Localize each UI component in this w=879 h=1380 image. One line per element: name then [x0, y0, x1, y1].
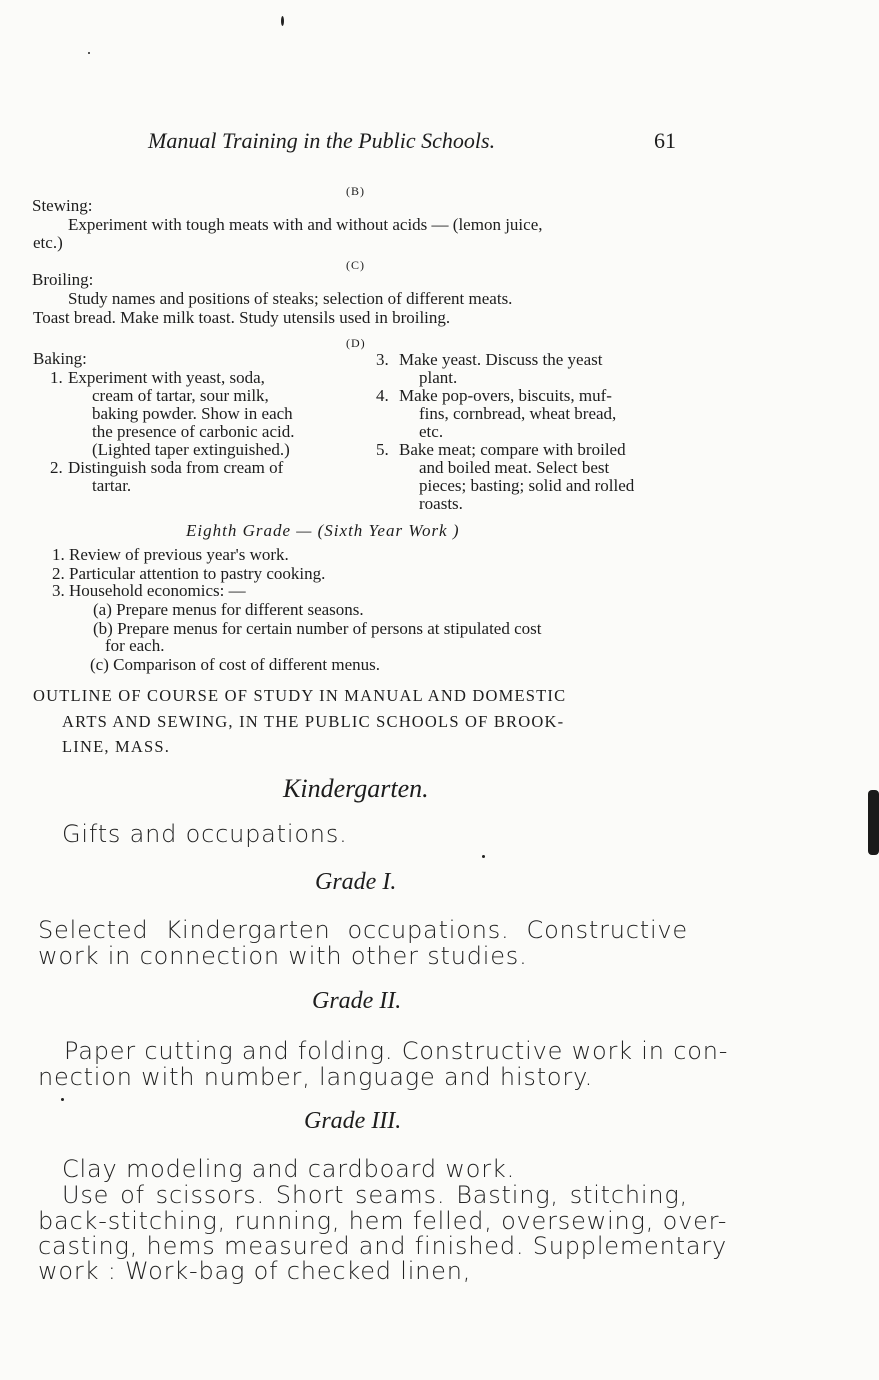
grade-3-line-5: work : Work-bag of checked linen,	[38, 1257, 472, 1285]
eighth-grade-item: 3. Household economics: —	[52, 581, 246, 600]
broiling-line-2: Toast bread. Make milk toast. Study utensils used in broiling.	[33, 308, 451, 327]
page-number: 61	[654, 128, 676, 153]
outline-line-1: OUTLINE OF COURSE OF STUDY IN MANUAL AND DOMESTIC	[33, 686, 567, 705]
baking-item-5-line: pieces; basting; solid and rolled	[419, 476, 635, 495]
baking-heading: Baking:	[33, 349, 87, 368]
grade-3-line-4: casting, hems measured and finished. Supplementary	[38, 1232, 728, 1260]
baking-item-1-line: cream of tartar, sour milk,	[92, 386, 269, 405]
section-marker-d: (D)	[346, 336, 366, 350]
broiling-heading: Broiling:	[32, 270, 94, 289]
baking-item-5-line: and boiled meat. Select best	[419, 458, 610, 477]
section-marker-c: (C)	[346, 258, 365, 272]
stewing-line-1: Experiment with tough meats with and without acids — (lemon juice,	[68, 215, 543, 234]
grade-3-heading: Grade III.	[304, 1108, 402, 1134]
baking-item-1-line: (Lighted taper extinguished.)	[92, 440, 290, 459]
eighth-grade-item: 2. Particular attention to pastry cooking.	[52, 564, 326, 583]
baking-item-4-line: Make pop-overs, biscuits, muf-	[399, 386, 612, 405]
ink-speck	[482, 855, 485, 858]
margin-ink-mark	[868, 790, 879, 855]
stewing-line-2: etc.)	[33, 233, 63, 252]
kindergarten-heading: Kindergarten.	[283, 774, 429, 803]
outline-line-3: LINE, MASS.	[62, 737, 171, 756]
baking-item-4-number: 4.	[376, 386, 389, 405]
eighth-grade-sub-item: (c) Comparison of cost of different menus.	[90, 655, 381, 674]
grade-2-heading: Grade II.	[312, 988, 402, 1014]
baking-item-5-number: 5.	[376, 440, 389, 459]
eighth-grade-sub-item: for each.	[105, 636, 165, 655]
baking-item-1-line: the presence of carbonic acid.	[92, 422, 295, 441]
broiling-line-1: Study names and positions of steaks; selection of different meats.	[68, 289, 513, 308]
grade-3-line-3: back-stitching, running, hem felled, oversewing, over-	[38, 1207, 728, 1235]
baking-item-5-line: roasts.	[419, 494, 463, 513]
grade-1-heading: Grade I.	[315, 869, 397, 895]
grade-2-line-2: nection with number, language and history.	[38, 1063, 594, 1091]
baking-item-3-line: plant.	[419, 368, 458, 387]
ink-speck	[61, 1098, 64, 1101]
eighth-grade-sub-item: (b) Prepare menus for certain number of persons at stipulated cost	[93, 619, 542, 638]
section-marker-b: (B)	[346, 184, 365, 198]
eighth-grade-item: 1. Review of previous year's work.	[52, 545, 289, 564]
running-title: Manual Training in the Public Schools.	[148, 128, 496, 153]
baking-item-2-line: Distinguish soda from cream of	[68, 458, 284, 477]
eighth-grade-heading: Eighth Grade — (Sixth Year Work )	[186, 521, 460, 540]
grade-3-line-1: Clay modeling and cardboard work.	[62, 1155, 516, 1183]
baking-item-3-number: 3.	[376, 350, 389, 369]
baking-item-5-line: Bake meat; compare with broiled	[399, 440, 626, 459]
grade-1-line-1: Selected Kindergarten occupations. Constructive	[38, 916, 688, 944]
baking-item-2-number: 2.	[50, 458, 63, 477]
grade-3-line-2: Use of scissors. Short seams. Basting, stitching,	[62, 1181, 688, 1209]
ink-speck	[281, 16, 284, 26]
ink-speck	[88, 52, 90, 54]
baking-item-1-line: baking powder. Show in each	[92, 404, 293, 423]
baking-item-3-line: Make yeast. Discuss the yeast	[399, 350, 603, 369]
baking-item-2-line: tartar.	[92, 476, 132, 495]
stewing-heading: Stewing:	[32, 196, 93, 215]
grade-2-line-1: Paper cutting and folding. Constructive work in con-	[64, 1037, 729, 1065]
kindergarten-text: Gifts and occupations.	[62, 820, 348, 848]
baking-item-1-line: Experiment with yeast, soda,	[68, 368, 265, 387]
baking-item-1-number: 1.	[50, 368, 63, 387]
eighth-grade-sub-item: (a) Prepare menus for different seasons.	[93, 600, 364, 619]
outline-line-2: ARTS AND SEWING, IN THE PUBLIC SCHOOLS OF BROOK-	[62, 712, 565, 731]
baking-item-4-line: etc.	[419, 422, 444, 441]
grade-1-line-2: work in connection with other studies.	[38, 942, 528, 970]
baking-item-4-line: fins, cornbread, wheat bread,	[419, 404, 617, 423]
